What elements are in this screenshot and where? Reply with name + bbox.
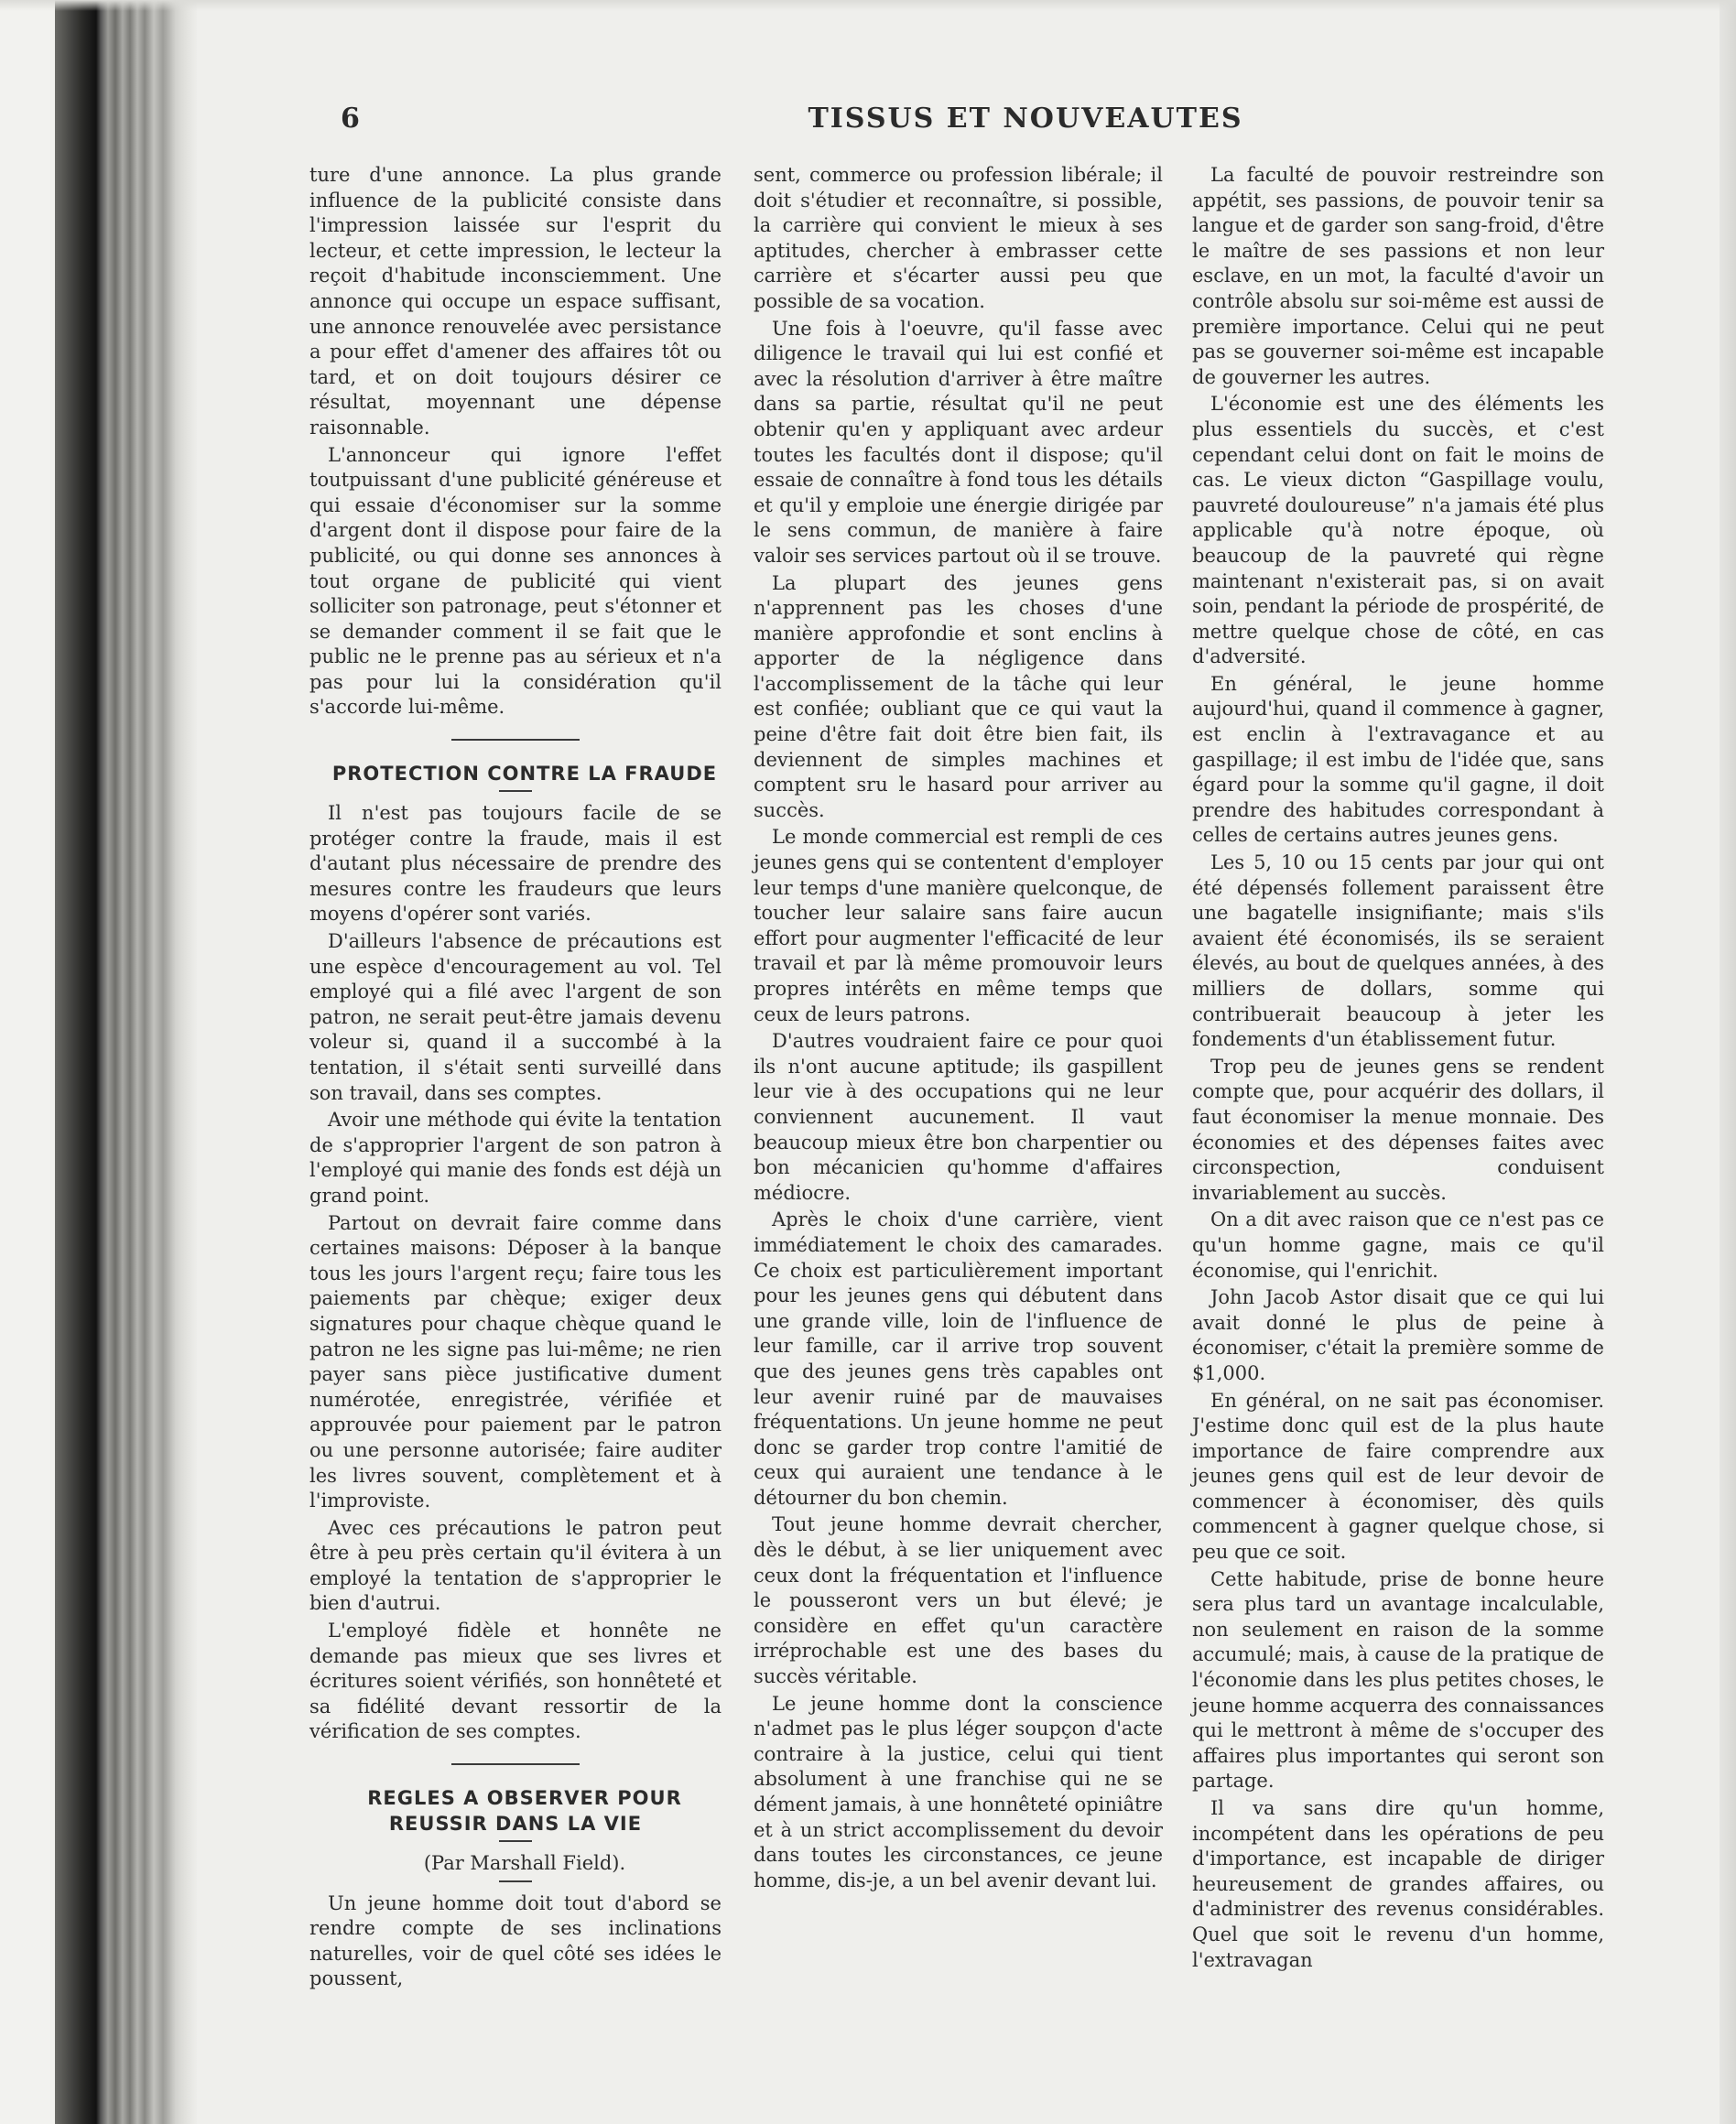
book-binding bbox=[0, 0, 197, 2124]
column-1 bbox=[309, 163, 722, 1994]
paragraph: La plupart des jeunes gens n'apprennent pas les choses d'une manière approfondie et sont enclins à apporter de la négligence dans l'accomplissement de la tâche qui leur est confiée; oubliant que ce qui vaut la peine d'être fait doit être bien fait, ils deviennent de simples machines et comptent sru le hasard pour arriver au succès. bbox=[754, 571, 1163, 821]
section-divider bbox=[451, 1763, 580, 1765]
section-heading-regles: REGLES A OBSERVER POUR REUSSIR DANS LA VIE bbox=[367, 1787, 682, 1836]
paragraph: Un jeune homme doit tout d'abord se rendre compte de ses inclinations naturelles, voir de quel côté ses idées le poussent, bbox=[309, 1891, 722, 1990]
paragraph: Tout jeune homme devrait chercher, dès le début, à se lier uniquement avec ceux dont la fréquentation et l'influence le pousseront vers un but élevé; je considère en effet qu'un caractère irréprochable est une des bases du succès véritable. bbox=[754, 1513, 1163, 1688]
paragraph: Avec ces précautions le patron peut être à peu près certain qu'il évitera à un employé la tentation de s'approprier le bien d'autrui. bbox=[309, 1516, 722, 1615]
paragraph: L'annonceur qui ignore l'effet toutpuissant d'une publicité généreuse et qui essaie d'économiser sur la somme d'argent dont il dispose pour faire de la publicité, ou qui donne ses annonces à tout organe de publicité qui vient solliciter son patronage, peut s'étonner et se demander comment il se fait que le public ne le prenne pas au sérieux et n'a pas pour lui la considération qu'il s'accorde lui-même. bbox=[309, 443, 722, 719]
section-heading-fraude: PROTECTION CONTRE LA FRAUDE bbox=[331, 763, 718, 786]
paragraph: Trop peu de jeunes gens se rendent compte que, pour acquérir des dollars, il faut économiser la menue monnaie. Des économies et des dépenses faites avec circonspection, conduisent invariablement au succès. bbox=[1192, 1055, 1604, 1204]
page-number: 6 bbox=[341, 103, 361, 135]
byline-rule bbox=[499, 1880, 532, 1882]
paragraph: On a dit avec raison que ce n'est pas ce qu'un homme gagne, mais ce qu'il économise, qui l'enrichit. bbox=[1192, 1208, 1604, 1282]
paragraph: Une fois à l'oeuvre, qu'il fasse avec diligence le travail qui lui est confié et avec la résolution d'arriver à être maître dans sa partie, résultat qu'il ne peut obtenir qu'en y appliquant avec ardeur toutes les facultés dont il dispose; qu'il essaie de connaître à fond tous les détails et qu'il y emploie une énergie dirigée par le sens commun, de manière à faire valoir ses services partout où il se trouve. bbox=[754, 317, 1163, 567]
paragraph: L'économie est une des éléments les plus essentiels du succès, et c'est cependant celui dont on fait le moins de cas. Le vieux dicton “Gaspillage voulu, pauvreté douloureuse” n'a jamais été plus applicable qu'à notre époque, où beaucoup de la pauvreté qui règne maintenant n'existerait pas, si on avait soin, pendant la période de prospérité, de mettre quelque chose de côté, en cas d'adversité. bbox=[1192, 393, 1604, 668]
running-head: TISSUS ET NOUVEAUTES bbox=[808, 103, 1243, 135]
paragraph: ture d'une annonce. La plus grande influence de la publicité consiste dans l'impression laissée sur l'esprit du lecteur, et cette impression, le lecteur la reçoit d'habitude inconsciemment. Une annonce qui occupe un espace suffisant, une annonce renouvelée avec persistance a pour effet d'amener des affaires tôt ou tard, et on doit toujours désirer ce résultat, moyennant une dépense raisonnable. bbox=[309, 164, 722, 439]
paragraph: Avoir une méthode qui évite la tentation de s'approprier l'argent de son patron à l'employé qui manie des fonds est déjà un grand point. bbox=[309, 1109, 722, 1207]
page-edge bbox=[1720, 0, 1736, 2124]
paragraph: sent, commerce ou profession libérale; il doit s'étudier et reconnaître, si possible, la carrière qui convient le mieux à ses aptitudes, chercher à embrasser cette carrière et s'écarter aussi peu que possible de sa vocation. bbox=[754, 164, 1163, 312]
paragraph: Le monde commercial est rempli de ces jeunes gens qui se contentent d'employer leur temps d'une manière quelconque, de toucher leur salaire sans faire aucun effort pour augmenter l'efficacité de leur travail et par là même promouvoir leurs propres intérêts en même temps que ceux de leurs patrons. bbox=[754, 826, 1163, 1025]
section-divider bbox=[451, 739, 580, 741]
paragraph: Partout on devrait faire comme dans certaines maisons: Déposer à la banque tous les jours l'argent reçu; faire tous les paiements par chèque; exiger deux signatures pour chaque chèque quand le patron ne les signe pas lui-même; ne rien payer sans pièce justificative dument numérotée, enregistrée, vérifiée et approuvée pour paiement par le patron ou une personne autorisée; faire auditer les livres souvent, complètement et à l'improviste. bbox=[309, 1211, 722, 1512]
byline: (Par Marshall Field). bbox=[423, 1852, 626, 1875]
paragraph: Cette habitude, prise de bonne heure sera plus tard un avantage incalculable, non seulement en raison de la somme accumulé; mais, à cause de la pratique de l'économie dans les plus petites choses, le jeune homme acquerra des connaissances qui le mettront à même de s'occuper des affaires plus importantes qui seront son partage. bbox=[1192, 1567, 1604, 1793]
paragraph: L'employé fidèle et honnête ne demande pas mieux que ses livres et écritures soient vérifiés, son honnêteté et sa fidélité devant ressortir de la vérification de ses comptes. bbox=[309, 1620, 722, 1743]
paragraph: Il va sans dire qu'un homme, incompétent dans les opérations de peu d'importance, est incapable de diriger heureusement de grandes affaires, ou d'administrer des revenus considérables. Quel que soit le revenu d'un homme, l'extravagan bbox=[1192, 1797, 1604, 1971]
paragraph: John Jacob Astor disait que ce qui lui avait donné le plus de peine à économiser, c'était la première somme de $1,000. bbox=[1192, 1286, 1604, 1384]
paragraph: D'autres voudraient faire ce pour quoi ils n'ont aucune aptitude; ils gaspillent leur vie à des occupations qui ne leur conviennent aucunement. Il vaut beaucoup mieux être bon charpentier ou bon mécanicien qu'homme d'affaires médiocre. bbox=[754, 1030, 1163, 1204]
paragraph: Le jeune homme dont la conscience n'admet pas le plus léger soupçon d'acte contraire à la justice, celui qui tient absolument à une franchise qui ne se dément jamais, à une honnêteté opiniâtre et à un strict accomplissement du devoir dans toutes les circonstances, ce jeune homme, dis-je, a un bel avenir devant lui. bbox=[754, 1692, 1163, 1891]
paragraph: Il n'est pas toujours facile de se protéger contre la fraude, mais il est d'autant plus nécessaire de prendre des mesures contre les fraudeurs que leurs moyens d'opérer sont variés. bbox=[309, 802, 722, 926]
heading-rule bbox=[499, 790, 532, 792]
column-2 bbox=[754, 163, 1163, 1895]
paragraph: En général, le jeune homme aujourd'hui, quand il commence à gagner, est enclin à l'extravagance et au gaspillage; il est imbu de l'idée que, sans égard pour la somme qu'il gagne, il doit prendre des habitudes correspondant à celles de certains autres jeunes gens. bbox=[1192, 672, 1604, 847]
paragraph: La faculté de pouvoir restreindre son appétit, ses passions, de pouvoir tenir sa langue et de garder son sang-froid, d'être le maître de ses passions et non leur esclave, en un mot, la faculté d'avoir un contrôle absolu sur soi-même est aussi de première importance. Celui qui ne peut pas se gouverner soi-même est incapable de gouverner les autres. bbox=[1192, 164, 1604, 388]
paragraph: Après le choix d'une carrière, vient immédiatement le choix des camarades. Ce choix est particulièrement important pour les jeunes gens qui débutent dans une grande ville, loin de l'influence de leur famille, car il arrive trop souvent que des jeunes gens très capables ont leur avenir ruiné par de mauvaises fréquentations. Un jeune homme ne peut donc se garder trop contre l'amitié de ceux qui auraient une tendance à le détourner du bon chemin. bbox=[754, 1208, 1163, 1509]
top-shadow bbox=[0, 0, 1736, 11]
column-3 bbox=[1192, 163, 1604, 1975]
paragraph: En général, on ne sait pas économiser. J'estime donc quil est de la plus haute importance de faire comprendre aux jeunes gens quil est de leur devoir de commencer à économiser, dès quils commencent à gagner quelque chose, si peu que ce soit. bbox=[1192, 1389, 1604, 1564]
paragraph: Les 5, 10 ou 15 cents par jour qui ont été dépensés follement paraissent être une bagatelle insignifiante; mais s'ils avaient été économisés, ils se seraient élevés, au bout de quelques années, à des milliers de dollars, somme qui contribuerait beaucoup à jeter les fondements d'un établissement futur. bbox=[1192, 851, 1604, 1051]
heading-rule bbox=[499, 1840, 532, 1842]
paragraph: D'ailleurs l'absence de précautions est une espèce d'encouragement au vol. Tel employé qui a filé avec l'argent de son patron, ne serait peut-être jamais devenu voleur si, quand il a succombé à la tentation, il s'était senti surveillé dans son travail, dans ses comptes. bbox=[309, 930, 722, 1104]
